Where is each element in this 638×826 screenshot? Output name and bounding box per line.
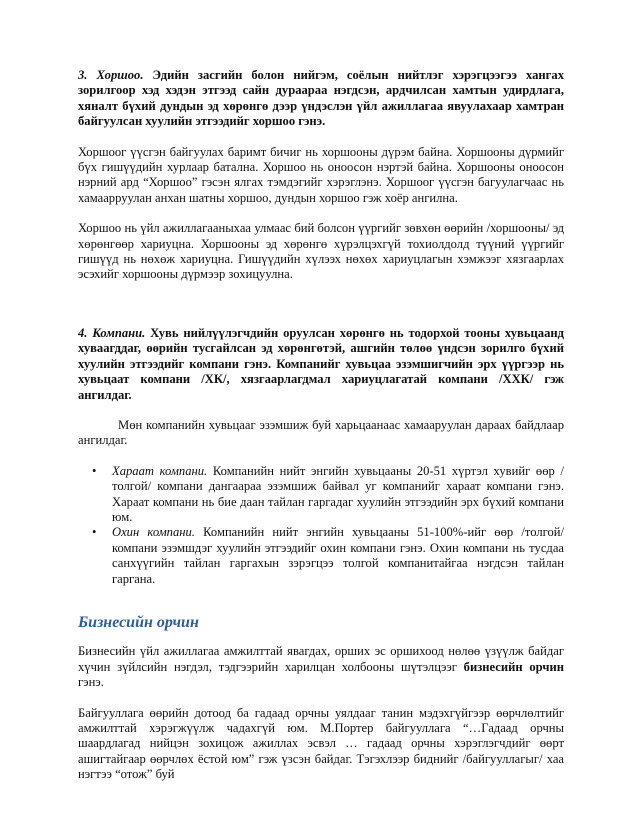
section-3-term: Хоршоо. (96, 68, 144, 82)
section-4-definition (78, 326, 564, 403)
list-item (78, 525, 564, 587)
section-4-definition-text: Хувь нийлүүлэгчдийн оруулсан хөрөнгө нь тодорхой тооны хувьцаанд хуваагддаг, өөрийн тусгайлсан эд хөрөнгөтэй, ашгийн төлөө үндсэн зорилго бүхий хуулийн этгээдийг компани гэнэ. Компанийг хувьцаа эзэмшигчийн эрх үүргээр нь хувьцаат компани /ХК/, хязгаарлагдмал хариуцлагатай компани /ХХК/ гэж ангилдаг. (78, 325, 564, 402)
list-item-text: Компанийн нийт энгийн хувьцааны 20-51 хүртэл хувийг өөр /толгой/ компани дангаараа эзэмшиж байвал уг компанийг хараат компани гэнэ. Хараат компани нь бие даан тайлан гаргадаг хуулийн этгээдийн эрх бүхий компани юм. (112, 463, 564, 524)
section-4-term: Компани. (92, 325, 146, 340)
section-3-definition-text: Эдийн засгийн болон нийгэм, соёлын нийтлэг хэрэгцээгээ хангах зорилгоор хэд хэдэн этгээд сайн дураараа нэгдсэн, ардчилсан хамтын удирдлага, хяналт бүхий дундын эд хөрөнгө дээр үндэслэн үйл ажиллагаа явуулахаар хамтран байгуулсан хуулийн этгээдийг хоршоо гэнэ. (78, 68, 564, 129)
list-item-term: Хараат компани. (112, 463, 208, 478)
spacer (78, 298, 564, 326)
section-3-number: 3. (78, 68, 88, 82)
business-paragraph-2: Байгууллага өөрийн дотоод ба гадаад орчны уялдааг танин мэдэхгүйгээр өөрчлөлтийг амжилттай хэрэгжүүлж чадахгүй юм. М.Портер байгууллага “…Гадаад орчны шаардлагад нийцэн зохицож ажиллах эсвэл … гадаад орчны хэрэглэгчдийг өөрт ашигтайгаар өөрчлөх ёстой юм” гэж үзсэн байдаг. Тэгэхлээр биднийг /байгууллагыг/ хаа нэгтээ “отож” буй (78, 705, 564, 782)
bullet-icon: • (92, 525, 97, 540)
section-3-paragraph-1: Хоршоог үүсгэн байгуулах баримт бичиг нь хоршооны дүрэм байна. Хоршооны дүрмийг бүх гишүүдийн хурлаар батална. Хоршоо нь оноосон нэртэй байна. Хоршооны оноосон нэрний ард “Хоршоо” гэсэн ялгах тэмдэгийг хэрэглэнэ. Хоршоог үүсгэн багуулагчаас нь хамаарруулан анхан шатны хоршоо, дундын хоршоо гэж хоёр ангилна. (78, 144, 564, 205)
bullet-icon: • (92, 463, 97, 478)
section-3-paragraph-2: Хоршоо нь үйл ажиллагааныхаа улмаас бий болсон үүргийг зөвхөн өөрийн /хоршооны/ эд хөрөнгөөр хариуцна. Хоршооны эд хөрөнгө хүрэлцэхгүй тохиолдолд түүний үүргийг гишүүд нь нөхөж хариуцна. Гишүүдийн хүлээх нөхөх хариуцлагын хэмжээг хязгаарлах эсэхийг хоршооны дүрмээр зохицуулна. (78, 221, 564, 282)
document-body (78, 68, 564, 798)
business-paragraph-1-text: Бизнесийн үйл ажиллагаа амжилттай явагдах, орших эс оршихоод нөлөө үзүүлж байдаг хүчин зүйлсийн нэгдэл, тэдгээрийн харилцан холбооны шүтэлцээг (78, 644, 564, 674)
section-3-definition (78, 68, 564, 130)
business-paragraph-1 (78, 644, 564, 690)
list-item-term: Охин компани. (112, 525, 195, 540)
list-item-text: Компанийн нийт энгийн хувьцааны 51-100%-ийг өөр /толгой/ компани эзэмшдэг хуулийн этгээдийг охин компани гэнэ. Охин компани нь тусдаа санхүүгийн тайлан гаргахын зэрэгцээ толгой компанитайгаа нэгдсэн тайлан гаргана. (112, 525, 564, 586)
business-environment-term: бизнесийн орчин (463, 659, 564, 674)
section-heading: Бизнесийн орчин (78, 613, 199, 631)
section-4-number: 4. (78, 325, 88, 340)
spacer (78, 587, 564, 615)
company-types-list (78, 464, 564, 587)
list-item (78, 464, 564, 526)
business-paragraph-1-end: гэнэ. (78, 675, 104, 690)
section-4-intro: Мөн компанийн хувьцааг эзэмшиж буй харьцаанаас хамааруулан дараах байдлаар ангилдаг. (78, 417, 564, 448)
